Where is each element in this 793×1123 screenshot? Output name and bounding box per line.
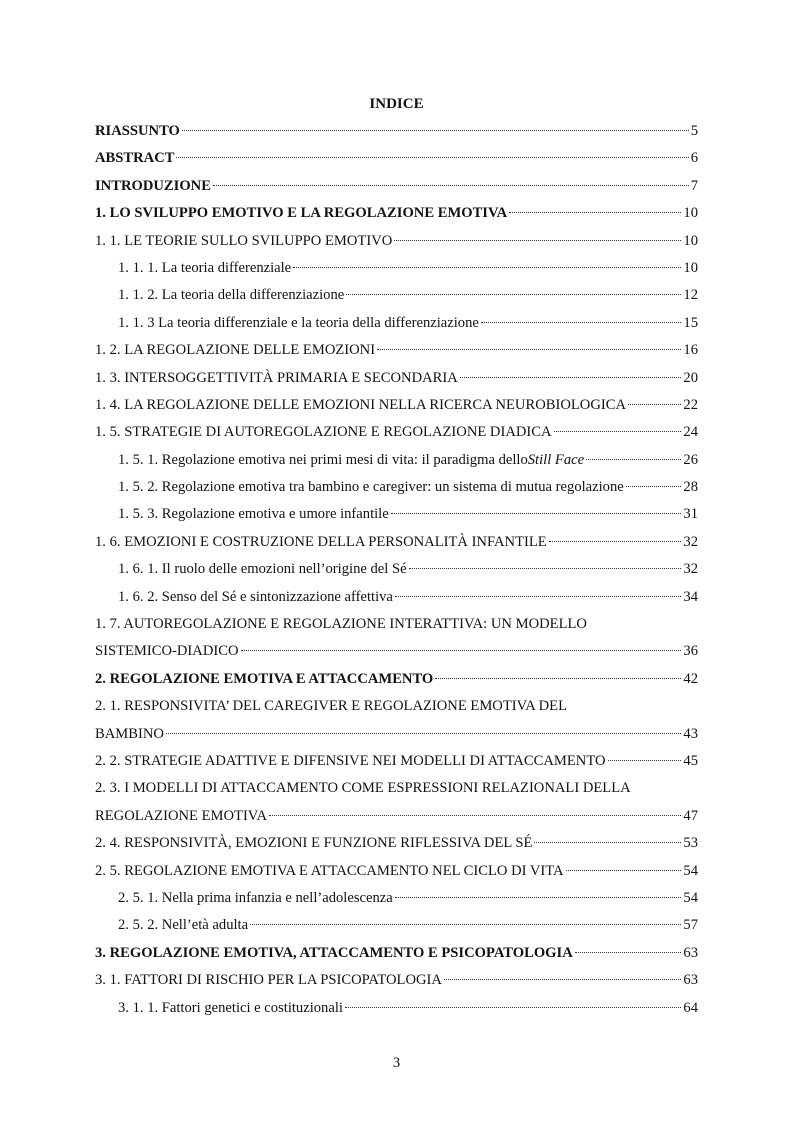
toc-entry-page: 20 — [683, 369, 698, 386]
dot-leader — [586, 459, 681, 460]
toc-entry-first-line — [95, 775, 698, 802]
dot-leader — [166, 733, 681, 734]
toc-entry — [95, 501, 698, 528]
toc-entry-text: 3. 1. FATTORI DI RISCHIO PER LA PSICOPATOLOGIA — [95, 972, 442, 989]
toc-entry — [95, 638, 698, 665]
toc-entry-page: 10 — [683, 259, 698, 276]
toc-entry-text: 1. 6. 2. Senso del Sé e sintonizzazione affettiva — [118, 588, 393, 605]
toc-entry — [95, 721, 698, 748]
toc-entry — [95, 282, 698, 309]
toc-entry-text: 2. 5. REGOLAZIONE EMOTIVA E ATTACCAMENTO NEL CICLO DI VITA — [95, 862, 564, 879]
toc-entry-text: 1. LO SVILUPPO EMOTIVO E LA REGOLAZIONE EMOTIVA — [95, 205, 508, 222]
toc-entry-text: INTRODUZIONE — [95, 177, 211, 194]
dot-leader — [566, 870, 682, 871]
toc-entry — [95, 200, 698, 227]
dot-leader — [481, 322, 682, 323]
toc-entry-text: 2. 2. STRATEGIE ADATTIVE E DIFENSIVE NEI MODELLI DI ATTACCAMENTO — [95, 752, 606, 769]
toc-entry — [95, 173, 698, 200]
dot-leader — [394, 240, 681, 241]
toc-entry — [95, 228, 698, 255]
toc-entry — [95, 365, 698, 392]
toc-entry-page: 43 — [683, 725, 698, 742]
dot-leader — [435, 678, 681, 679]
toc-entry-page: 15 — [683, 314, 698, 331]
toc-entry-page: 54 — [683, 889, 698, 906]
toc-entry-page: 63 — [683, 972, 698, 989]
toc-entry-page: 36 — [683, 643, 698, 660]
dot-leader — [176, 157, 688, 158]
toc-entry-text: 1. 5. 1. Regolazione emotiva nei primi mesi di vita: il paradigma dello — [118, 451, 528, 468]
toc-entry-text: RIASSUNTO — [95, 123, 180, 139]
toc-entry-text: 1. 5. 3. Regolazione emotiva e umore infantile — [118, 506, 389, 523]
dot-leader — [460, 377, 682, 378]
toc-entry-page: 63 — [683, 944, 698, 961]
dot-leader — [534, 842, 681, 843]
dot-leader — [391, 513, 682, 514]
dot-leader — [628, 404, 681, 405]
toc-entry-first-line — [95, 611, 698, 638]
dot-leader — [213, 185, 689, 186]
toc-entry-text: 3. REGOLAZIONE EMOTIVA, ATTACCAMENTO E PSICOPATOLOGIA — [95, 944, 573, 961]
toc-entry-text: 1. 1. 3 La teoria differenziale e la teoria della differenziazione — [118, 314, 479, 331]
toc-entry-text: 2. 1. RESPONSIVITA’ DEL CAREGIVER E REGOLAZIONE EMOTIVA DEL — [95, 698, 568, 715]
toc-entry-text: 3. 1. 1. Fattori genetici e costituzionali — [118, 999, 343, 1016]
toc-entry-page: 26 — [683, 451, 698, 468]
toc-entry-text: 1. 5. STRATEGIE DI AUTOREGOLAZIONE E REGOLAZIONE DIADICA — [95, 424, 552, 441]
toc-entry-page: 32 — [683, 533, 698, 550]
toc-entry-page: 54 — [683, 862, 698, 879]
toc-entry — [95, 995, 698, 1022]
toc-entry-page: 47 — [683, 807, 698, 824]
toc-entry-page: 57 — [683, 917, 698, 934]
dot-leader — [269, 815, 681, 816]
toc-entry-text: 1. 1. 2. La teoria della differenziazione — [118, 287, 345, 304]
dot-leader — [345, 1007, 681, 1008]
toc-entry — [95, 830, 698, 857]
dot-leader — [554, 431, 682, 432]
toc-entry-text: 2. REGOLAZIONE EMOTIVA E ATTACCAMENTO — [95, 670, 434, 687]
toc-entry-text: 1. 1. 1. La teoria differenziale — [118, 259, 292, 276]
toc-entry-page: 31 — [683, 506, 698, 523]
toc-entry-page: 28 — [683, 479, 698, 496]
toc-entry-text: 1. 3. INTERSOGGETTIVITÀ PRIMARIA E SECONDARIA — [95, 369, 458, 386]
toc-entry-text: 1. 7. AUTOREGOLAZIONE E REGOLAZIONE INTERATTIVA: UN MODELLO — [95, 616, 587, 633]
toc-entry — [95, 392, 698, 419]
dot-leader — [509, 212, 681, 213]
toc-entry-text: SISTEMICO-DIADICO — [95, 643, 239, 660]
toc-entry — [95, 556, 698, 583]
toc-entry-page: 7 — [690, 177, 698, 194]
toc-entry-page: 22 — [683, 396, 698, 413]
toc-entry — [95, 912, 698, 939]
toc-entry — [95, 584, 698, 611]
toc-entry — [95, 447, 698, 474]
toc-entry-page: 42 — [683, 670, 698, 687]
toc-entry-page: 16 — [683, 342, 698, 359]
dot-leader — [395, 596, 681, 597]
toc-entry-page: 12 — [683, 287, 698, 304]
toc-entry-page: 24 — [683, 424, 698, 441]
toc-entry-page: 6 — [690, 150, 698, 167]
toc-entry — [95, 885, 698, 912]
dot-leader — [377, 349, 681, 350]
dot-leader — [182, 130, 689, 131]
dot-leader — [241, 650, 682, 651]
dot-leader — [293, 267, 681, 268]
dot-leader — [626, 486, 682, 487]
toc-entry-text: REGOLAZIONE EMOTIVA — [95, 807, 267, 824]
toc-entry-first-line — [95, 693, 698, 720]
toc-entry-page: 64 — [683, 999, 698, 1016]
dot-leader — [575, 952, 682, 953]
toc-entry — [95, 967, 698, 994]
toc-entry — [95, 803, 698, 830]
toc-entry — [95, 940, 698, 967]
dot-leader — [549, 541, 682, 542]
toc-entry-text: 2. 4. RESPONSIVITÀ, EMOZIONI E FUNZIONE RIFLESSIVA DEL SÉ — [95, 835, 533, 852]
toc-entry — [95, 858, 698, 885]
toc-entry-page: 53 — [683, 835, 698, 852]
dot-leader — [444, 979, 681, 980]
toc-entry-page: 10 — [683, 232, 698, 249]
toc-entry-text: 1. 4. LA REGOLAZIONE DELLE EMOZIONI NELLA RICERCA NEUROBIOLOGICA — [95, 396, 626, 413]
toc-entry — [95, 474, 698, 501]
toc-entry — [95, 529, 698, 556]
toc-entry-page: 32 — [683, 561, 698, 578]
toc-entry — [95, 748, 698, 775]
toc-entry-text: 1. 6. EMOZIONI E COSTRUZIONE DELLA PERSONALITÀ INFANTILE — [95, 533, 547, 550]
toc-entry-text: 2. 3. I MODELLI DI ATTACCAMENTO COME ESPRESSIONI RELAZIONALI DELLA — [95, 780, 631, 797]
toc-entry-page: 10 — [683, 205, 698, 222]
toc-entry-text: BAMBINO — [95, 725, 164, 742]
toc-entry-text: 2. 5. 1. Nella prima infanzia e nell’adolescenza — [118, 889, 393, 906]
toc-entry-text: 1. 1. LE TEORIE SULLO SVILUPPO EMOTIVO — [95, 232, 393, 249]
toc-entry — [95, 419, 698, 446]
toc-entry-page: 5 — [690, 123, 698, 139]
dot-leader — [346, 294, 681, 295]
toc-entry — [95, 145, 698, 172]
toc-entry — [95, 666, 698, 693]
dot-leader — [608, 760, 682, 761]
toc-entry-text: 1. 5. 2. Regolazione emotiva tra bambino e caregiver: un sistema di mutua regolazione — [118, 479, 624, 496]
table-of-contents — [95, 118, 698, 1022]
dot-leader — [395, 897, 682, 898]
toc-entry — [95, 310, 698, 337]
page-number: 3 — [392, 1055, 401, 1071]
toc-entry-text: ABSTRACT — [95, 150, 175, 167]
toc-entry-page: 45 — [683, 752, 698, 769]
toc-entry-italic-text: Still Face — [527, 451, 585, 468]
toc-entry-text: 2. 5. 2. Nell’età adulta — [118, 917, 249, 934]
dot-leader — [409, 568, 682, 569]
toc-entry-text: 1. 6. 1. Il ruolo delle emozioni nell’origine del Sé — [118, 561, 407, 578]
toc-entry-text: 1. 2. LA REGOLAZIONE DELLE EMOZIONI — [95, 342, 376, 359]
page-title: INDICE — [369, 96, 424, 112]
toc-entry-page: 34 — [683, 588, 698, 605]
toc-entry — [95, 337, 698, 364]
dot-leader — [250, 924, 681, 925]
toc-entry — [95, 255, 698, 282]
toc-entry — [95, 118, 698, 145]
